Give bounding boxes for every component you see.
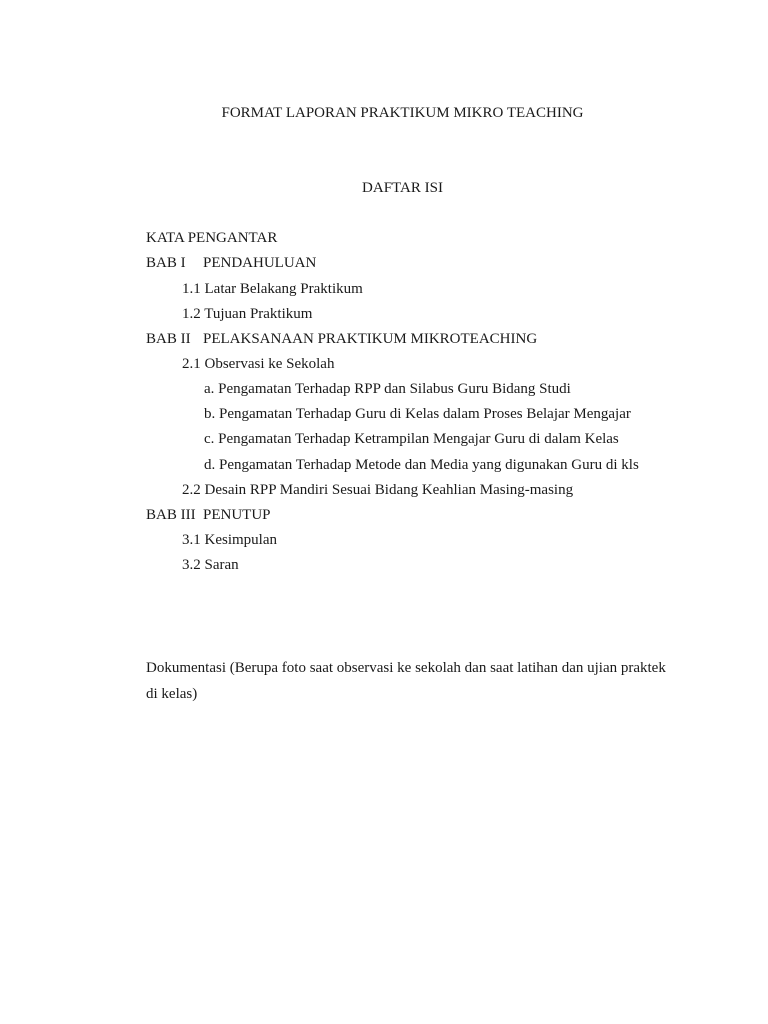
toc-section-1-1: 1.1 Latar Belakang Praktikum (182, 281, 363, 297)
document-title: FORMAT LAPORAN PRAKTIKUM MIKRO TEACHING (221, 105, 584, 121)
toc-section-3-1: 3.1 Kesimpulan (182, 532, 277, 548)
chapter-title: PENUTUP (203, 507, 271, 523)
toc-chapter-2 (146, 329, 537, 349)
chapter-number: BAB II (146, 331, 191, 347)
toc-chapter-1 (146, 253, 316, 273)
toc-subitem-c: c. Pengamatan Terhadap Ketrampilan Mengajar Guru di dalam Kelas (204, 431, 619, 447)
toc-section-3-2: 3.2 Saran (182, 557, 239, 573)
chapter-number: BAB I (146, 255, 186, 271)
toc-subitem-b: b. Pengamatan Terhadap Guru di Kelas dalam Proses Belajar Mengajar (204, 406, 631, 422)
toc-section-2-1: 2.1 Observasi ke Sekolah (182, 356, 335, 372)
toc-heading: DAFTAR ISI (362, 180, 443, 196)
toc-chapter-3 (146, 505, 271, 525)
chapter-number: BAB III (146, 507, 196, 523)
chapter-title: PELAKSANAAN PRAKTIKUM MIKROTEACHING (203, 331, 538, 347)
toc-subitem-a: a. Pengamatan Terhadap RPP dan Silabus Guru Bidang Studi (204, 381, 571, 397)
toc-section-1-2: 1.2 Tujuan Praktikum (182, 306, 313, 322)
toc-subitem-d: d. Pengamatan Terhadap Metode dan Media yang digunakan Guru di kls (204, 457, 639, 473)
documentation-note: Dokumentasi (Berupa foto saat observasi ke sekolah dan saat latihan dan ujian praktek di kelas) (146, 660, 666, 702)
chapter-title: PENDAHULUAN (203, 255, 317, 271)
toc-preface: KATA PENGANTAR (146, 230, 278, 246)
toc-section-2-2: 2.2 Desain RPP Mandiri Sesuai Bidang Keahlian Masing-masing (182, 482, 574, 498)
